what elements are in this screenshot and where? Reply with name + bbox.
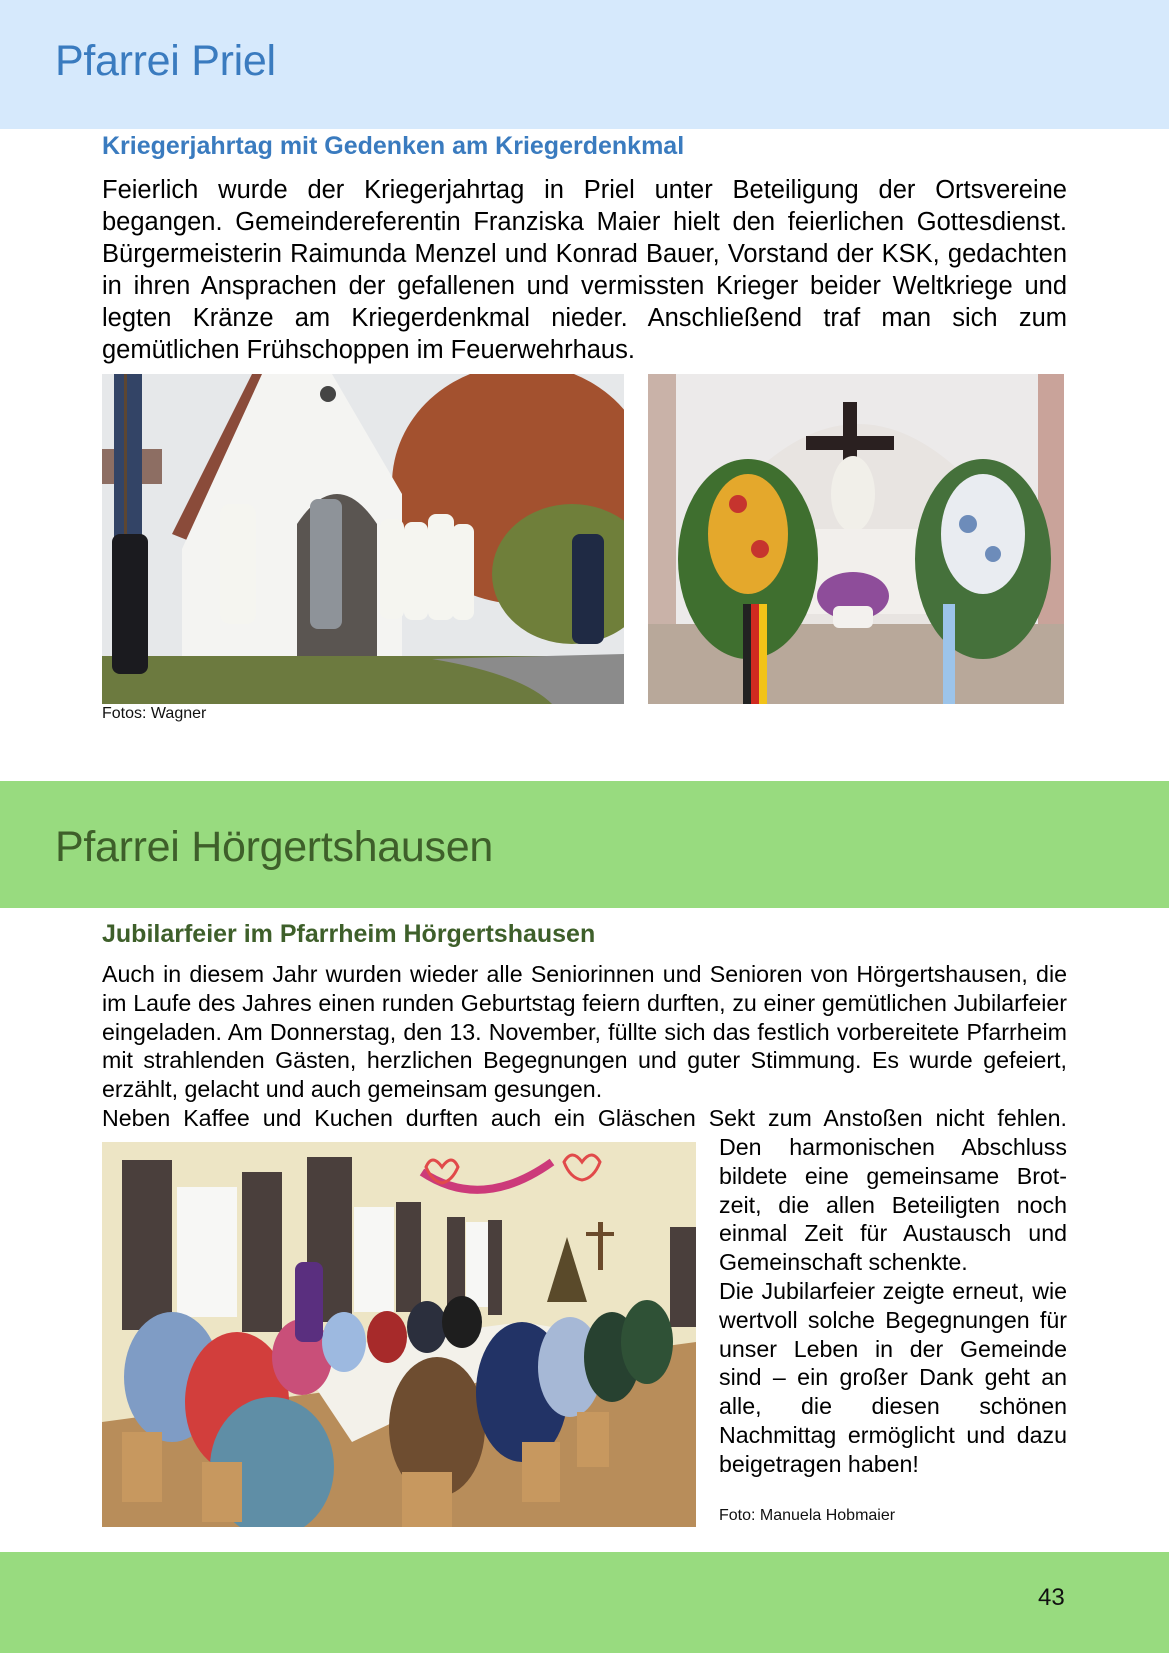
article-heading-kriegerjahrtag: Kriegerjahrtag mit Gedenken am Kriegerdenkmal [102, 132, 685, 160]
section-title-priel: Pfarrei Priel [55, 37, 276, 85]
article-side-text [719, 1133, 1067, 1479]
article-body-paragraph-2: Neben Kaffee und Kuchen durften auch ein Gläschen Sekt zum Anstoßen nicht fehlen. [102, 1104, 1067, 1131]
article-body-kriegerjahrtag: Feierlich wurde der Kriegerjahrtag in Priel unter Beteiligung der Ortsvereine begangen. Gemeindereferentin Franziska Maier hielt den feierlichen Gottesdienst. Bürgermeisterin Raimunda Menzel und Konrad Bauer, Vorstand der KSK, gedachten in ihren Ansprachen der gefallenen und vermissten Krieger beider Weltkriege und legten Kränze am Kriegerdenkmal nieder. Anschließend traf man sich zum gemütlichen Frühschoppen im Feuerwehrhaus. [102, 176, 1067, 364]
jubilee-party-photo [102, 1142, 696, 1527]
side-text-paragraph-2: Die Jubilarfeier zeigte erneut, wie wertvoll solche Begegnungen für unser Leben in der Gemeinde sind – ein großer Dank geht an alle, die diesen schönen Nachmittag ermöglicht und dazu beigetragen haben! [719, 1277, 1067, 1477]
chapel-ceremony-photo [102, 374, 624, 704]
page-footer-band [0, 1552, 1169, 1653]
article-heading-jubilarfeier: Jubilarfeier im Pfarrheim Hörgertshausen [102, 920, 596, 948]
article-body-paragraph-1: Auch in diesem Jahr wurden wieder alle Seniorinnen und Senioren von Hörgertshausen, die im Laufe des Jahres einen runden Geburtstag feiern durften, zu einer gemütlichen Jubilarfeier eingeladen. Am Donnerstag, den 13. November, füllte sich das festlich vorbereitete Pfarrheim mit strahlenden Gästen, herzlichen Begegnungen und guter Stimmung. Es wurde gefeiert, erzählt, gelacht und auch gemeinsam gesungen. [102, 961, 1067, 1103]
photo-credit-hoergertshausen: Foto: Manuela Hobmaier [719, 1507, 896, 1524]
article-body-jubilarfeier [102, 960, 1067, 1133]
page-number: 43 [1038, 1584, 1065, 1611]
memorial-wreaths-photo [648, 374, 1064, 704]
section-title-hoergertshausen: Pfarrei Hörgertshausen [55, 823, 493, 871]
side-text-paragraph-1: Den harmonischen Abschluss bildete eine gemeinsame Brotzeit, die allen Beteiligten noch einmal Zeit für Austausch und Gemeinschaft schenkte. [719, 1134, 1067, 1276]
photo-credit-priel: Fotos: Wagner [102, 705, 207, 722]
